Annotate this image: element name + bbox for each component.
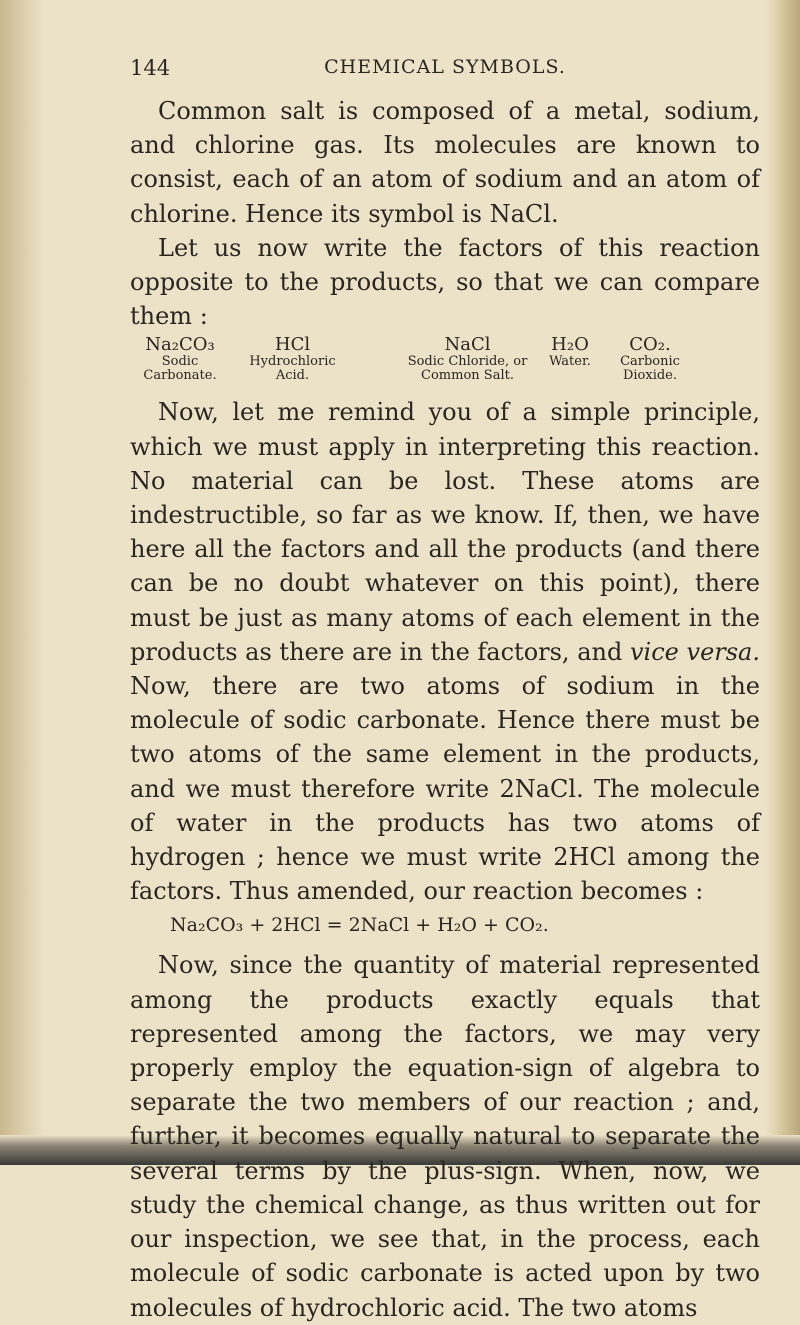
running-title: CHEMICAL SYMBOLS. [324, 56, 566, 78]
paragraph-text: Now, there are two atoms of sodium in the molecule of sodic carbonate. Hence there must be two atoms of the same element in the products, and we must therefore write 2NaCl. The molecule of water in the products has two atoms of hydrogen ; hence we must write 2HCl among the factors. Thus amended, our reaction becomes : [130, 672, 760, 906]
formula-spacer [355, 335, 405, 383]
formula-text: NaCl [444, 334, 491, 356]
formula-caption: Hydrochloric [249, 354, 336, 370]
formula-caption: Acid. [275, 368, 310, 384]
formula-text: HCl [274, 334, 311, 356]
paragraph-equation-sign: Now, since the quantity of material represented among the products exactly equals that represented among the factors, we may very properly employ the equation-sign of algebra to separate the two members of our reaction ; and, further, it becomes equally natural to separate the several terms by the plus-sign. When, now, we study the chemical change, as thus written out for our inspection, we see that, in the process, each molecule of sodic carbonate is acted upon by two molecules of hydrochloric acid. The two atoms [130, 951, 760, 1322]
chemical-equation: Na₂CO₃ + 2HCl = 2NaCl + H₂O + CO₂. [170, 914, 549, 937]
paragraph-principle [130, 395, 760, 908]
formula-hydrochloric-acid [230, 335, 355, 383]
paragraph-common-salt: Common salt is composed of a metal, sodium, and chlorine gas. Its molecules are known to consist, each of an atom of sodium and an atom of chlorine. Hence its symbol is NaCl. [130, 97, 760, 228]
formula-water [530, 335, 610, 383]
book-binding-shadow [0, 0, 44, 1165]
formula-carbonic-dioxide [610, 335, 690, 383]
formula-caption: Common Salt. [421, 368, 514, 384]
paragraph-text: Now, let me remind you of a simple principle, which we must apply in interpreting this reaction. No material can be lost. These atoms are indestructible, so far as we know. If, then, we have here all the factors and all the products (and there can be no doubt whatever on this point), there must be just as many atoms of each element in the products as there are in the factors, and [130, 398, 760, 666]
formula-sodic-carbonate [130, 335, 230, 383]
book-page [130, 50, 760, 1325]
formula-caption: Sodic Chloride, or [407, 354, 528, 370]
italic-phrase: vice versa. [629, 637, 760, 666]
formula-caption: Carbonate. [143, 368, 217, 384]
formula-caption: Dioxide. [622, 368, 678, 384]
formula-sodic-chloride [405, 335, 530, 383]
formula-text: Na₂CO₃ [145, 334, 215, 356]
reaction-formula-table [130, 335, 760, 383]
page-body [130, 94, 760, 1325]
formula-caption: Carbonic [620, 354, 680, 370]
page-header [130, 50, 760, 84]
formula-text: H₂O [551, 334, 589, 356]
formula-caption: Sodic [161, 354, 199, 370]
paragraph-factors: Let us now write the factors of this reaction opposite to the products, so that we can compare them : [130, 233, 760, 331]
page-edge-shadow [766, 0, 800, 1165]
formula-text: CO₂. [629, 334, 671, 356]
page-number: 144 [130, 56, 171, 80]
formula-caption: Water. [549, 354, 591, 370]
